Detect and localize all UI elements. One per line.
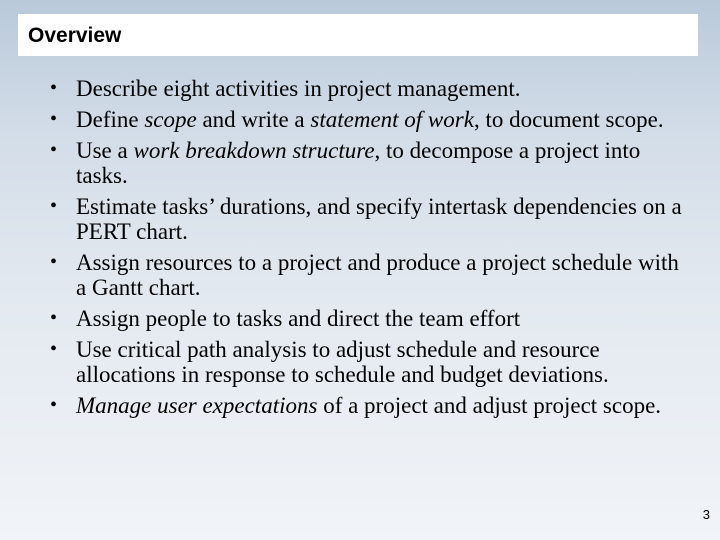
bullet-text: Estimate tasks’ durations, and specify intertask dependencies on a PERT chart. xyxy=(76,194,682,244)
bullet-icon: • xyxy=(50,338,58,360)
bullet-item xyxy=(0,107,720,132)
emphasis-wbs: work breakdown structure xyxy=(133,138,375,163)
bullet-item xyxy=(0,250,720,300)
emphasis-statement-of-work: statement of work xyxy=(310,107,474,132)
bullet-text: Manage user expectations of a project and adjust project scope. xyxy=(76,393,662,418)
emphasis-manage-expectations: Manage user expectations xyxy=(76,393,318,418)
bullet-text: Assign resources to a project and produce a project schedule with a Gantt chart. xyxy=(76,250,679,300)
bullet-icon: • xyxy=(50,108,58,130)
bullet-text: Use a work breakdown structure, to decompose a project into tasks. xyxy=(76,138,641,188)
bullet-icon: • xyxy=(50,77,58,99)
bullet-item xyxy=(0,393,720,418)
bullet-item xyxy=(0,306,720,331)
bullet-item xyxy=(0,194,720,244)
bullet-list xyxy=(0,76,720,424)
bullet-text: Assign people to tasks and direct the team effort xyxy=(76,306,521,331)
emphasis-scope: scope xyxy=(144,107,197,132)
bullet-item xyxy=(0,138,720,188)
bullet-icon: • xyxy=(50,394,58,416)
slide-title: Overview xyxy=(28,24,122,47)
bullet-text: Use critical path analysis to adjust schedule and resource allocations in response to schedule and budget deviations. xyxy=(76,337,609,387)
bullet-icon: • xyxy=(50,307,58,329)
bullet-icon: • xyxy=(50,251,58,273)
bullet-text: Describe eight activities in project management. xyxy=(76,76,521,101)
bullet-item xyxy=(0,337,720,387)
title-band xyxy=(18,14,698,56)
bullet-item xyxy=(0,76,720,101)
bullet-icon: • xyxy=(50,139,58,161)
bullet-icon: • xyxy=(50,195,58,217)
bullet-text: Define scope and write a statement of work, to document scope. xyxy=(76,107,664,132)
page-number: 3 xyxy=(702,507,710,522)
